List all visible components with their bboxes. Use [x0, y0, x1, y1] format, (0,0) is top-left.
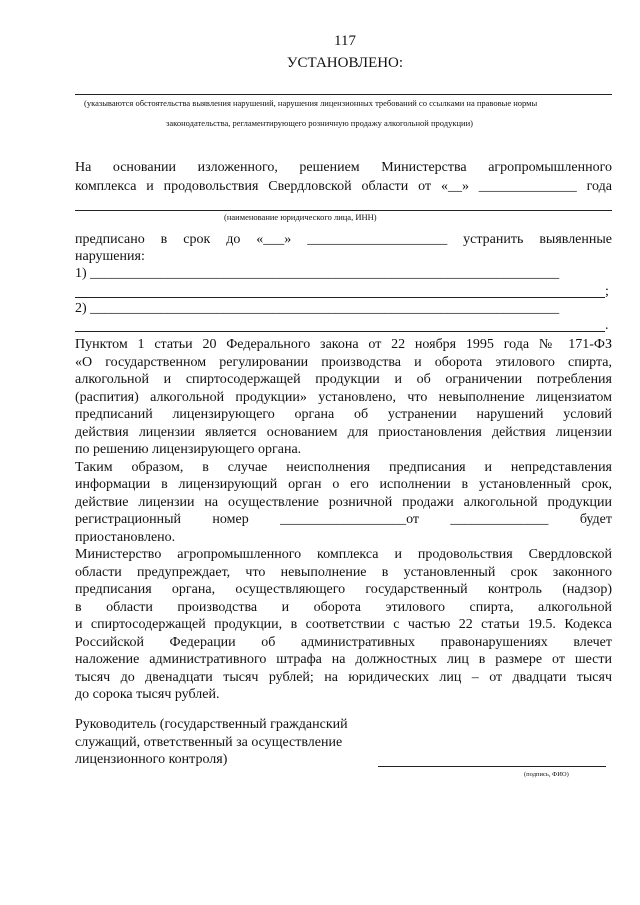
text-line: Таким образом, в случае неисполнения предписания и непредставления	[75, 460, 612, 475]
text-line: области предупреждает, что невыполнение в установленный срок законного	[75, 565, 612, 580]
violation-item-2: 2) ___________________________________________________________________	[75, 301, 560, 316]
text-line: Министерство агропромышленного комплекса и продовольствия Свердловской	[75, 547, 612, 562]
signatory-line: служащий, ответственный за осуществление	[75, 735, 343, 750]
text-line: приостановлено.	[75, 530, 176, 545]
entity-note: (наименование юридического лица, ИНН)	[224, 212, 377, 222]
page-number: 117	[334, 33, 356, 49]
basis-line1: На основании изложенного, решением Министерства агропромышленного	[75, 160, 612, 175]
text-line: предписаний лицензирующего органа об устранении нарушений условий	[75, 407, 612, 422]
signatory-line: лицензионного контроля)	[75, 752, 228, 767]
circumstances-note-line1: (указываются обстоятельства выявления нарушений, нарушения лицензионных требований со ссылками на правовые нормы	[84, 98, 538, 108]
text-line: «О государственном регулировании производства и оборота этилового спирта,	[75, 355, 612, 370]
violation-item-1: 1) ___________________________________________________________________	[75, 266, 560, 281]
entity-rule	[75, 210, 612, 211]
signature-note: (подпись, ФИО)	[524, 771, 569, 778]
text-line: регистрационный номер __________________от ______________ будет	[75, 512, 612, 527]
text-line: информации в лицензирующий орган о его исполнении в установленный срок,	[75, 477, 612, 492]
violation-item-1-cont-rule	[75, 297, 605, 298]
signatory-line: Руководитель (государственный гражданский	[75, 717, 348, 732]
text-line: до сорока тысяч рублей.	[75, 687, 220, 702]
text-line: действия лицензии является основанием для приостановления действия лицензии	[75, 425, 612, 440]
circumstances-note-line2: законодательства, регламентирующего розничную продажу алкогольной продукции)	[166, 118, 473, 128]
signature-rule	[378, 766, 606, 767]
circumstances-rule	[75, 94, 612, 95]
text-line: Пунктом 1 статьи 20 Федерального закона от 22 ноября 1995 года № 171-ФЗ	[75, 337, 612, 352]
text-line: в области производства и оборота этилового спирта, алкогольной	[75, 600, 612, 615]
order-line1: предписано в срок до «___» ____________________ устранить выявленные	[75, 232, 612, 247]
text-line: предписания органа, осуществляющего государственный контроль (надзор)	[75, 582, 612, 597]
order-line2: нарушения:	[75, 249, 145, 264]
document-heading: УСТАНОВЛЕНО:	[286, 55, 404, 71]
text-line: алкогольной и спиртосодержащей продукции и об ограничении потребления	[75, 372, 612, 387]
violation-item-2-cont-rule	[75, 331, 605, 332]
text-line: по решению лицензирующего органа.	[75, 442, 302, 457]
violation-item-1-end: ;	[605, 284, 609, 299]
text-line: и спиртосодержащей продукции, в соответствии с частью 22 статьи 19.5. Кодекса	[75, 617, 612, 632]
text-line: тысяч до двенадцати тысяч рублей; на юридических лиц – от двадцати тысяч	[75, 670, 612, 685]
violation-item-2-end: .	[605, 318, 609, 333]
basis-line2: комплекса и продовольствия Свердловской области от «__» ______________ года	[75, 179, 612, 194]
text-line: Российской Федерации об административных правонарушениях влечет	[75, 635, 612, 650]
text-line: (распития) алкогольной продукции» установлено, что невыполнение лицензиатом	[75, 390, 612, 405]
text-line: наложение административного штрафа на должностных лиц в размере от шести	[75, 652, 612, 667]
text-line: действие лицензии на осуществление розничной продажи алкогольной продукции	[75, 495, 612, 510]
